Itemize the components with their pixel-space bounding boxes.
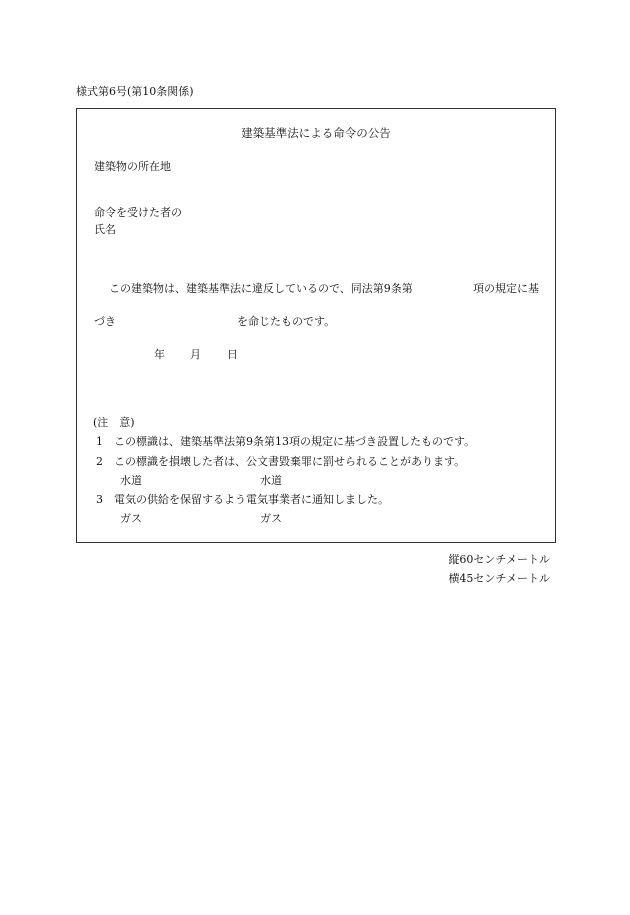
note-1-number: 1 bbox=[96, 435, 103, 448]
note-2-text: この標識を損壊した者は、公文書毀棄罪に罰せられることがあります。 bbox=[114, 455, 466, 468]
body-line2-tail: を命じたものです。 bbox=[237, 315, 336, 328]
body-line1: この建築物は、建築基準法に違反しているので、同法第9条第 bbox=[109, 282, 413, 295]
body-line2-head: づき bbox=[94, 315, 116, 328]
body-line1-tail: 項の規定に基 bbox=[473, 282, 539, 295]
location-label: 建築物の所在地 bbox=[94, 160, 171, 173]
gas-right: ガス bbox=[260, 512, 282, 525]
note-3-number: 3 bbox=[96, 493, 103, 506]
date-month: 月 bbox=[190, 348, 201, 361]
gas-left: ガス bbox=[120, 512, 142, 525]
note-3-text: 電気の供給を保留するよう電気事業者に通知しました。 bbox=[114, 493, 389, 506]
form-number: 様式第6号(第10条関係) bbox=[76, 85, 194, 98]
notice-frame bbox=[76, 108, 556, 543]
water-left: 水道 bbox=[120, 474, 142, 487]
recipient-label-line1: 命令を受けた者の bbox=[94, 206, 182, 219]
recipient-label-line2: 氏名 bbox=[94, 223, 116, 236]
dimension-height: 縦60センチメートル bbox=[448, 553, 550, 566]
water-right: 水道 bbox=[260, 474, 282, 487]
date-day: 日 bbox=[227, 348, 238, 361]
notes-header: (注 意) bbox=[93, 416, 135, 429]
date-year: 年 bbox=[154, 348, 165, 361]
dimension-width: 横45センチメートル bbox=[448, 572, 550, 585]
notice-title: 建築基準法による命令の公告 bbox=[241, 126, 391, 140]
note-2-number: 2 bbox=[96, 455, 103, 468]
note-1-text: この標識は、建築基準法第9条第13項の規定に基づき設置したものです。 bbox=[114, 435, 476, 448]
